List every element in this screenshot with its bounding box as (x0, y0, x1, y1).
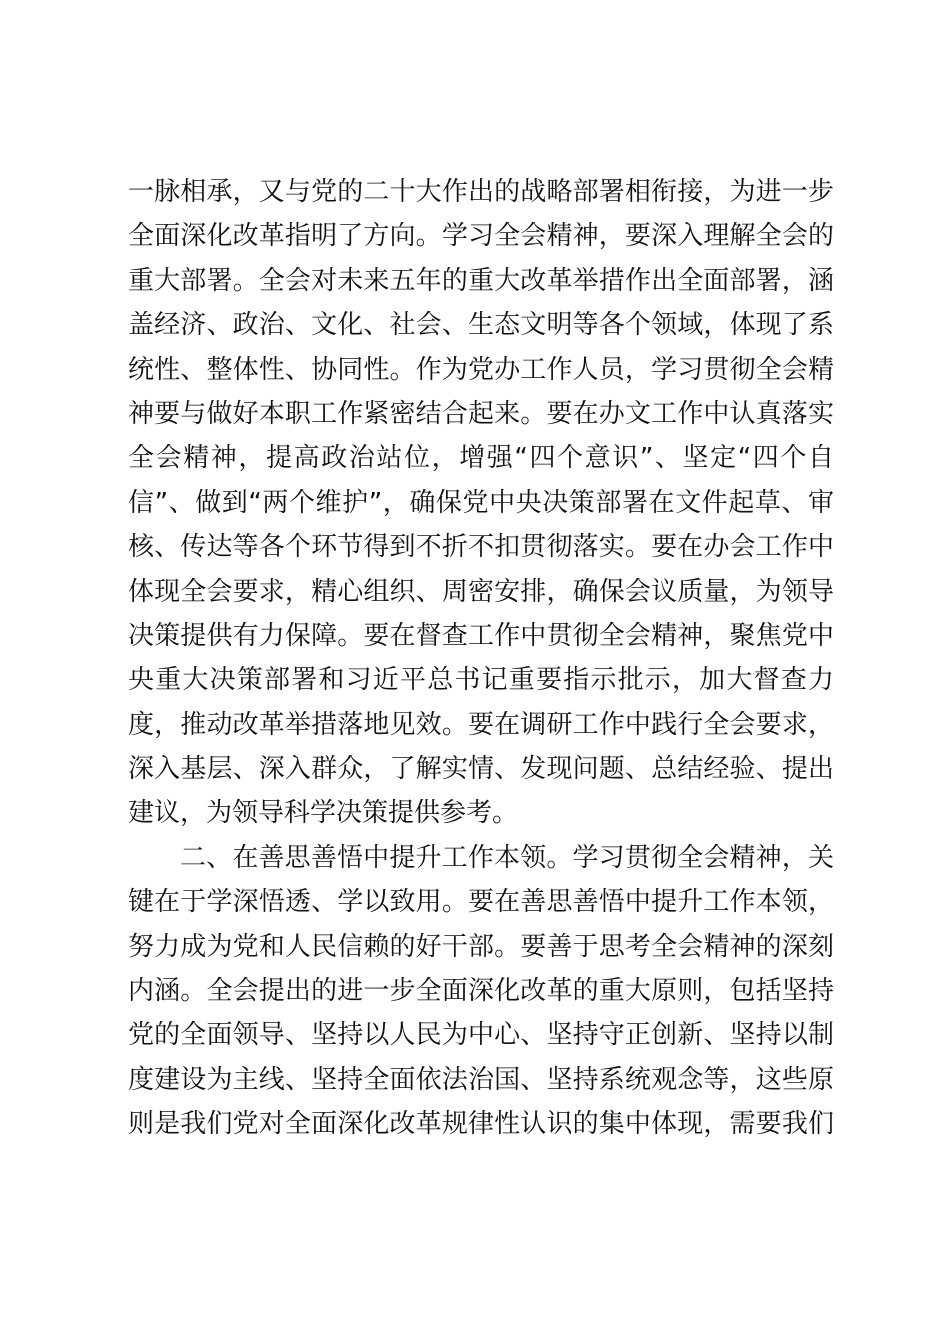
text-line: 重大部署。全会对未来五年的重大改革举措作出全面部署，涵 (128, 265, 834, 296)
text-line: 度建设为主线、坚持全面依法治国、坚持系统观念等，这些原 (128, 1064, 834, 1095)
text-line: 信”、做到“两个维护”，确保党中央决策部署在文件起草、审 (128, 487, 834, 518)
text-line: 内涵。全会提出的进一步全面深化改革的重大原则，包括坚持 (128, 976, 834, 1007)
text-line: 全面深化改革指明了方向。学习全会精神，要深入理解全会的 (128, 221, 834, 252)
text-line: 深入基层、深入群众，了解实情、发现问题、总结经验、提出 (128, 754, 834, 785)
text-line: 建议，为领导科学决策提供参考。 (128, 798, 519, 829)
text-line: 努力成为党和人民信赖的好干部。要善于思考全会精神的深刻 (128, 931, 834, 962)
text-line: 党的全面领导、坚持以人民为中心、坚持守正创新、坚持以制 (128, 1020, 834, 1051)
text-line: 全会精神，提高政治站位，增强“四个意识”、坚定“四个自 (128, 443, 834, 474)
text-line: 则是我们党对全面深化改革规律性认识的集中体现，需要我们 (128, 1109, 834, 1140)
text-line: 央重大决策部署和习近平总书记重要指示批示，加大督查力 (128, 665, 834, 696)
text-line: 体现全会要求，精心组织、周密安排，确保会议质量，为领导 (128, 576, 834, 607)
text-line: 度，推动改革举措落地见效。要在调研工作中践行全会要求， (128, 709, 834, 740)
section-heading-line: 二、在善思善悟中提升工作本领。学习贯彻全会精神，关 (180, 842, 834, 873)
text-line: 统性、整体性、协同性。作为党办工作人员，学习贯彻全会精 (128, 354, 834, 385)
text-line: 键在于学深悟透、学以致用。要在善思善悟中提升工作本领， (128, 887, 834, 918)
text-line: 一脉相承，又与党的二十大作出的战略部署相衔接，为进一步 (128, 177, 834, 207)
text-line: 盖经济、政治、文化、社会、生态文明等各个领域，体现了系 (128, 310, 834, 341)
text-line: 核、传达等各个环节得到不折不扣贯彻落实。要在办会工作中 (128, 532, 834, 563)
body-text (128, 170, 834, 1147)
text-line: 决策提供有力保障。要在督查工作中贯彻全会精神，聚焦党中 (128, 620, 834, 651)
text-line: 神要与做好本职工作紧密结合起来。要在办文工作中认真落实 (128, 398, 834, 429)
